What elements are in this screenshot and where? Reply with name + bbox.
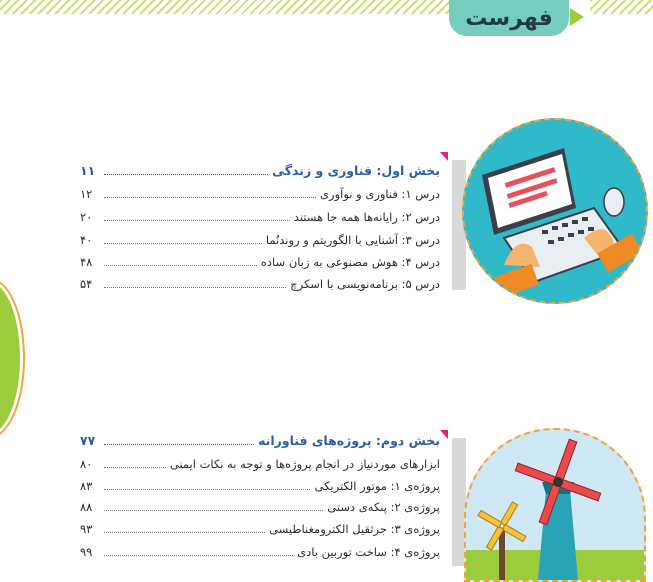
toc-row-label: درس ۳: آشنایی با الگوریتم و روندنُما [265, 233, 440, 247]
section2-marker-icon [440, 430, 448, 439]
toc-row-label: درس ۵: برنامه‌نویسی با اسکرچ [290, 277, 440, 291]
toc-row[interactable] [80, 271, 440, 291]
section1-marker-icon [440, 152, 448, 161]
toc-row[interactable] [80, 539, 440, 559]
page-title: فهرست [449, 0, 569, 36]
toc-row-page: ۸۰ [80, 457, 93, 471]
section2-heading-page: ۷۷ [80, 433, 96, 448]
toc-row-page: ۸۸ [80, 500, 93, 514]
toc-row-label: درس ۲: رایانه‌ها همه جا هستند [293, 210, 440, 224]
header-hatch-right [590, 0, 653, 14]
toc-row-label: درس ۱: فناوری و نوآوری [320, 187, 440, 201]
toc-row[interactable] [80, 516, 440, 536]
windmill-icon [466, 430, 644, 580]
toc-row-page: ۹۹ [80, 545, 93, 559]
toc-row-label: ابزارهای موردنیاز در انجام پروژه‌ها و توجه به نکات ایمنی [169, 457, 440, 471]
toc-row[interactable] [80, 451, 440, 471]
toc-row[interactable] [80, 227, 440, 247]
leader-dots [104, 174, 268, 175]
section1-heading-page: ۱۱ [80, 163, 96, 178]
title-arrow-icon [570, 8, 584, 26]
leader-dots [104, 243, 262, 244]
leader-dots [104, 444, 254, 445]
toc-row-page: ۴۰ [80, 233, 93, 247]
leader-dots [104, 510, 323, 511]
toc-row-label: پروژه‌ی ۴: ساخت توربین بادی [297, 545, 440, 559]
toc-row-label: پروژه‌ی ۲: پنکه‌ی دستی [327, 500, 440, 514]
leader-dots [104, 489, 310, 490]
toc-row[interactable] [80, 181, 440, 201]
toc-row-page: ۱۲ [80, 187, 93, 201]
toc-row[interactable] [80, 249, 440, 269]
leaf-decoration [0, 283, 20, 433]
section1-heading-label: بخش اول: فناوری و زندگی [272, 163, 440, 178]
leader-dots [104, 532, 265, 533]
toc-row-page: ۸۳ [80, 479, 93, 493]
section2-heading[interactable] [80, 428, 440, 448]
toc-row[interactable] [80, 494, 440, 514]
toc-row-label: پروژه‌ی ۳: جرثقیل الکترومغناطیسی [269, 522, 440, 536]
section2-illustration [464, 428, 646, 582]
laptop-keyboard-icon [464, 120, 646, 302]
leader-dots [104, 220, 290, 221]
section1-illustration [462, 118, 648, 304]
section2-heading-label: بخش دوم: پروژه‌های فناورانه [258, 433, 440, 448]
leader-dots [104, 467, 166, 468]
toc-row-page: ۵۴ [80, 277, 93, 291]
leader-dots [104, 555, 293, 556]
section1-heading[interactable] [80, 158, 440, 178]
leader-dots [104, 197, 316, 198]
header-hatch-left [0, 0, 455, 14]
toc-row-page: ۴۸ [80, 255, 93, 269]
toc-row[interactable] [80, 204, 440, 224]
toc-row-label: درس ۴: هوش مصنوعی به زبان ساده [260, 255, 440, 269]
leader-dots [104, 265, 257, 266]
toc-row-label: پروژه‌ی ۱: موتور الکتریکی [314, 479, 440, 493]
toc-row-page: ۲۰ [80, 210, 93, 224]
toc-row-page: ۹۳ [80, 522, 93, 536]
toc-row[interactable] [80, 473, 440, 493]
leader-dots [104, 287, 286, 288]
